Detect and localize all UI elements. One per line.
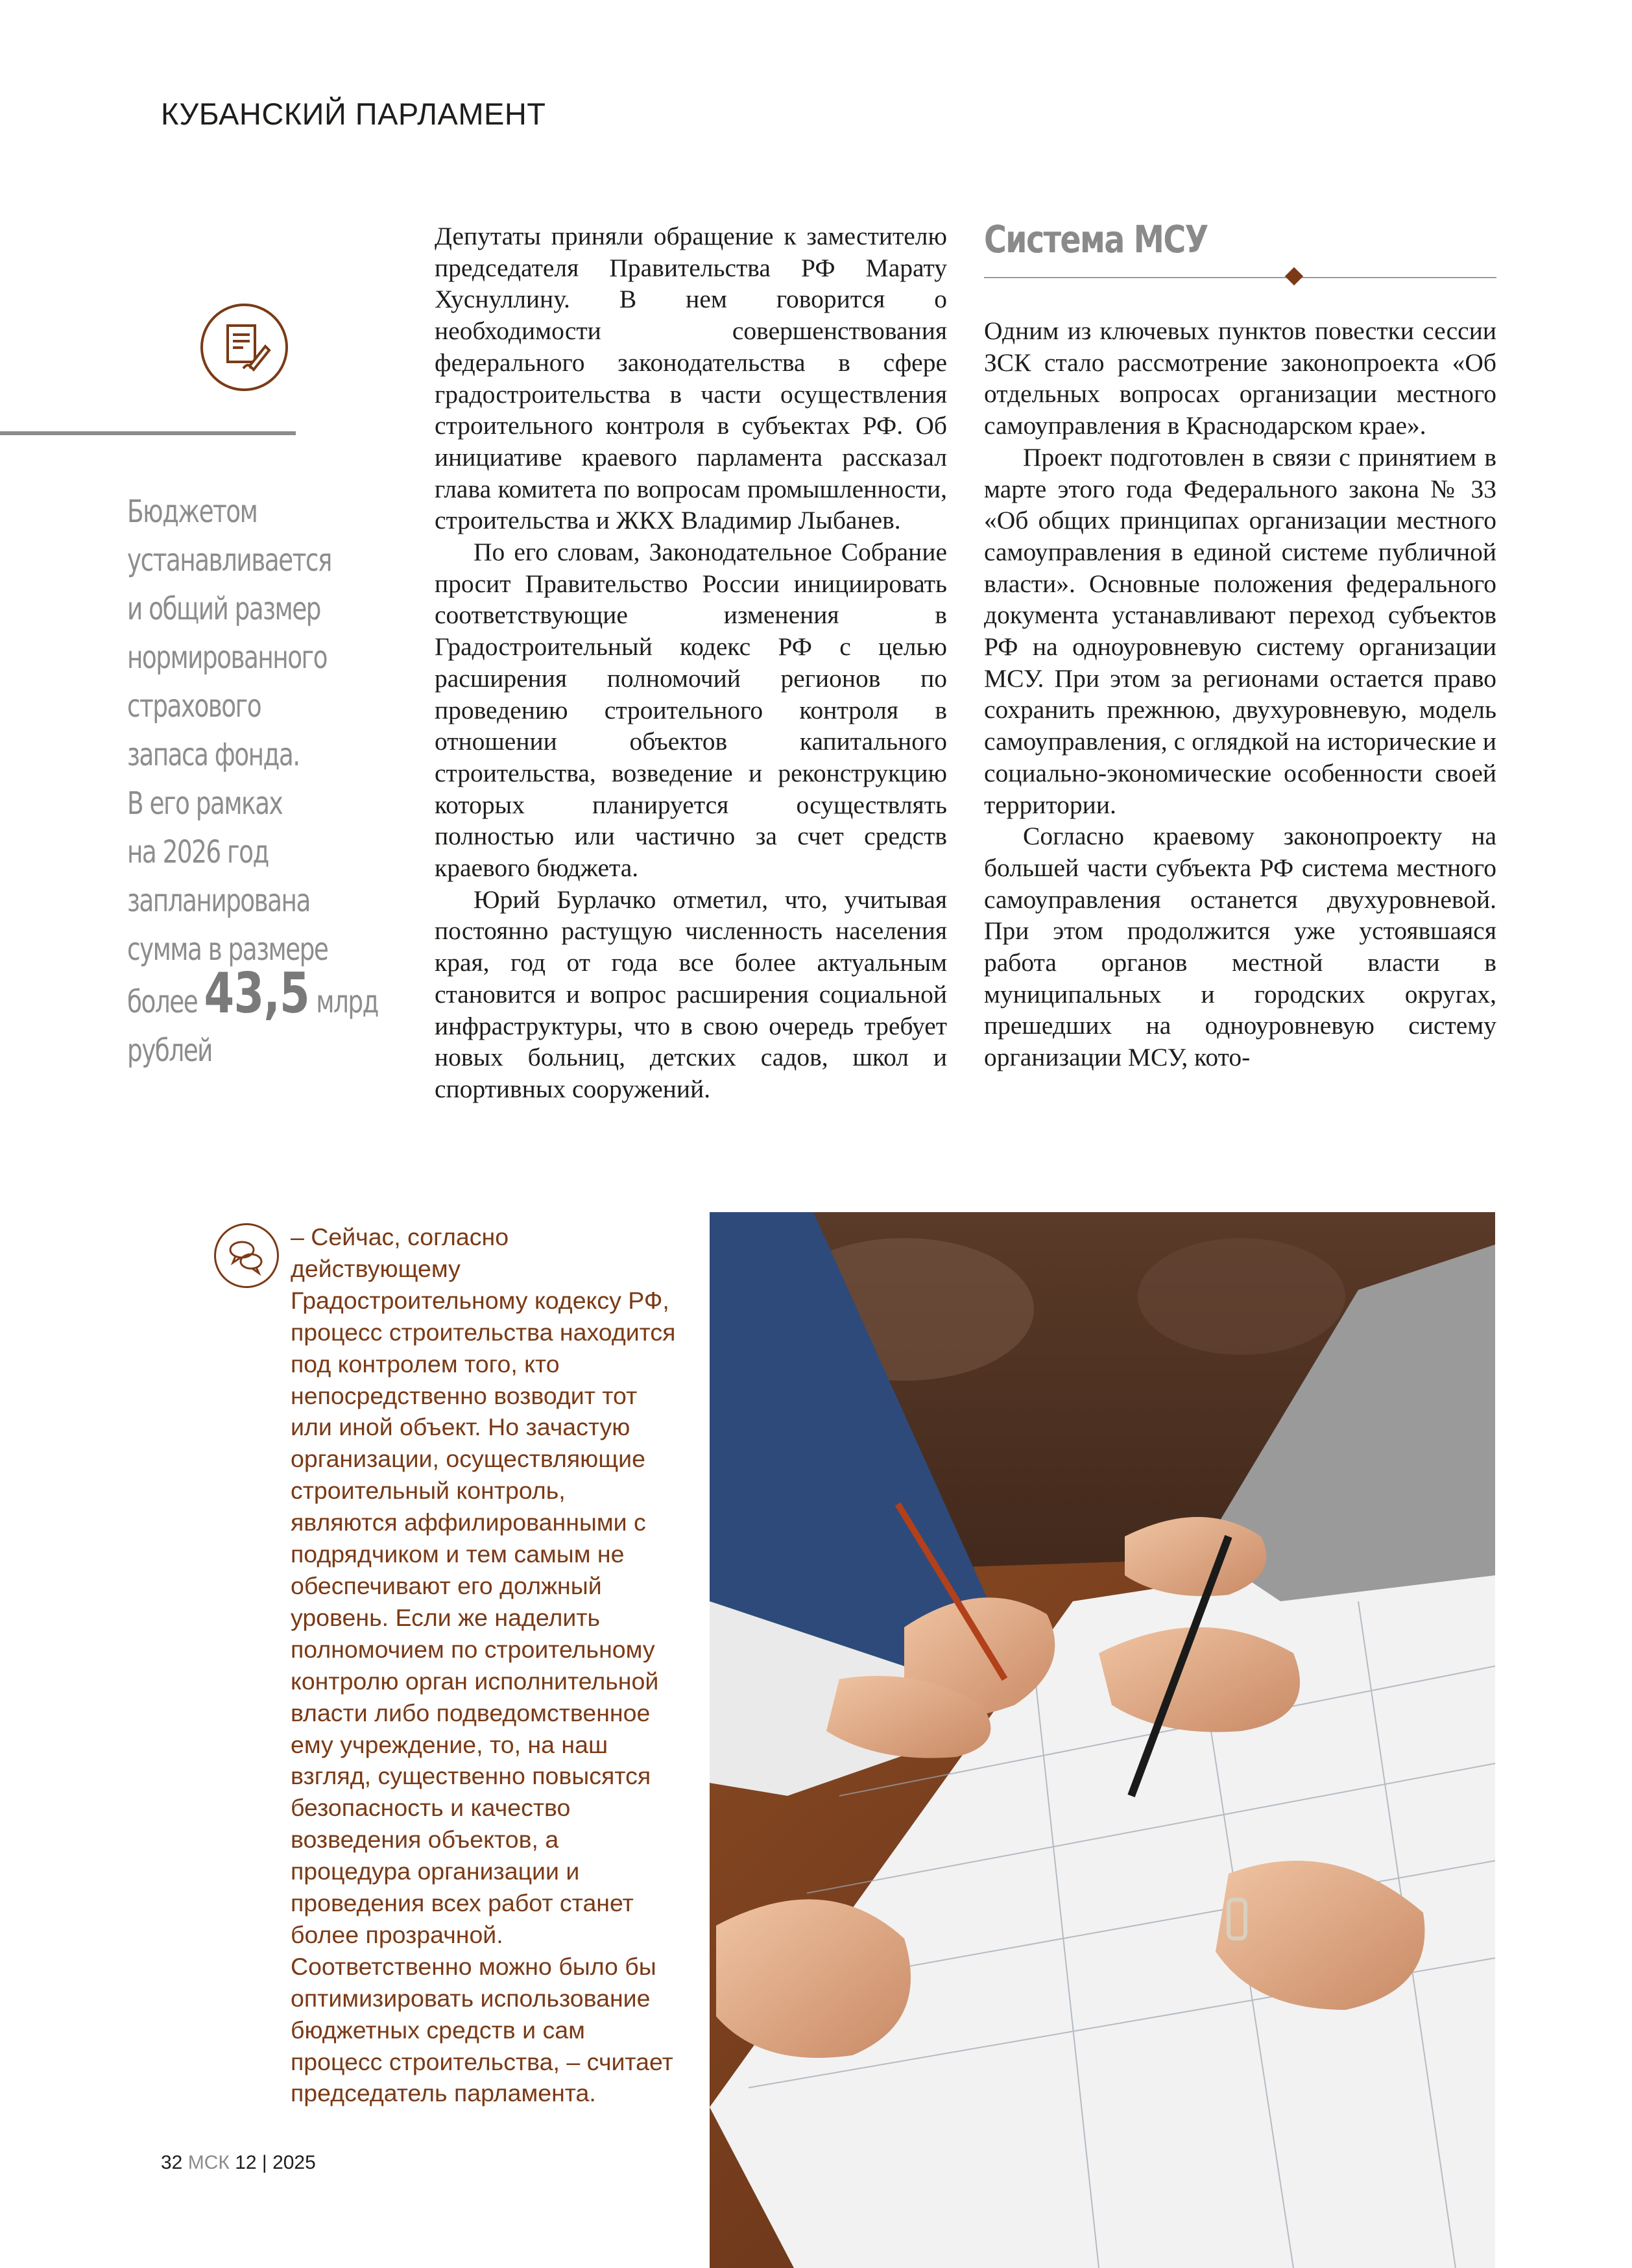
paragraph: Депутаты приняли обращение к заместителю председателя Правительства РФ Марату Хуснуллину. В нем говорится о необходимости совершенствования федерального законодательства в сфере градостроительства в части осуществления строительного контроля в субъектах РФ. Об инициативе краевого парламента рассказал глава комитета по вопросам промышленности, строительства и ЖКХ Владимир Лыбанев. [435, 222, 947, 535]
diamond-ornament [1285, 267, 1303, 285]
paragraph: Одним из ключевых пунктов повестки сессии ЗСК стало рассмотрение законопроекта «Об отдельных вопросах организации местного самоуправления в Краснодарском крае». [984, 316, 1496, 440]
pull-quote-line: на 2026 год [127, 834, 269, 870]
meeting-photo [710, 1212, 1495, 2268]
pull-quote-line: сумма в размере [127, 931, 328, 968]
pull-quote-amount-line [127, 961, 400, 1027]
pull-quote-line: рублей [127, 1033, 212, 1069]
paragraph: Юрий Бурлачко отметил, что, учитывая постоянно растущую численность населения края, год от года все более актуальным становится и вопрос расширения социальной инфраструктуры, что в свою очередь требует новых больниц, детских садов, школ и спортивных сооружений. [435, 885, 947, 1103]
speech-bubbles-icon [214, 1223, 279, 1288]
document-pen-icon [200, 304, 288, 391]
footer-separator: | [261, 2152, 267, 2173]
divider [0, 431, 296, 435]
pull-quote-amount: 43,5 [204, 961, 309, 1026]
quote-text: – Сейчас, согласно действующему Градостроительному кодексу РФ, процесс строительства находится под контролем того, кто непосредственно возводит тот или иной объект. Но зачастую организации, осуществляющие строительный контроль, являются аффилированными с подрядчиком и тем самым не обеспечивают его должный уровень. Если же наделить полномочием по строительному контролю орган исполнительной власти либо подведомственное ему учреждение, то, на наш взгляд, существенно повысятся безопасность и качество возведения объектов, а процедура организации и проведения всех работ станет более прозрачной. Соответственно можно было бы оптимизировать использование бюджетных средств и сам процесс строительства, – считает председатель парламента. [291, 1223, 676, 2107]
pull-quote-line: запаса фонда. [127, 737, 300, 773]
issue-number: 12 [235, 2152, 257, 2173]
paragraph: Проект подготовлен в связи с принятием в марте этого года Федерального закона № 33 «Об общих принципах организации местного самоуправления в единой системе публичной власти». Основные положения федерального документа устанавливают переход субъектов РФ на одноуровневую систему организации МСУ. При этом за регионами остается право сохранить прежнюю, двухуровневую, модель самоуправления, с оглядкой на исторические и социально-экономические особенности своей территории. [984, 442, 1496, 819]
pull-quote-line: и общий размер [127, 591, 320, 627]
paragraph: Согласно краевому законопроекту на большей части субъекта РФ система местного самоуправления останется двухуровневой. При этом продолжится уже устоявшаяся работа органов местной власти в муниципальных и городских округах, прешедших на одноуровневую систему организации МСУ, кото- [984, 822, 1496, 1072]
paragraph: По его словам, Законодательное Собрание просит Правительство России инициировать соответствующие изменения в Градостроительный кодекс РФ с целью расширения полномочий регионов по проведению строительного контроля в отношении объектов капитального строительства, возведение и реконструкцию которых планируется осуществлять полностью или частично за счет средств краевого бюджета. [435, 538, 947, 883]
pull-quote-line: запланирована [127, 883, 310, 919]
magazine-name: МСК [187, 2152, 230, 2173]
article-column-1 [435, 221, 947, 1105]
pull-quote-prefix: более [127, 984, 198, 1020]
pull-quote [127, 488, 400, 1075]
page-footer [161, 2152, 316, 2174]
section-heading: Система МСУ [984, 217, 1208, 261]
pull-quote-line: устанавливается [127, 542, 331, 579]
section-rule [984, 277, 1496, 278]
page-number: 32 [161, 2152, 183, 2173]
issue-year: 2025 [272, 2152, 316, 2173]
article-column-2 [984, 315, 1496, 1073]
pull-quote-line: страхового [127, 688, 261, 724]
running-header: КУБАНСКИЙ ПАРЛАМЕНТ [161, 97, 546, 131]
pull-quote-unit: млрд [316, 984, 378, 1020]
pull-quote-line: Бюджетом [127, 494, 258, 530]
pull-quote-line: В его рамках [127, 785, 283, 822]
pull-quote-line: нормированного [127, 639, 328, 676]
